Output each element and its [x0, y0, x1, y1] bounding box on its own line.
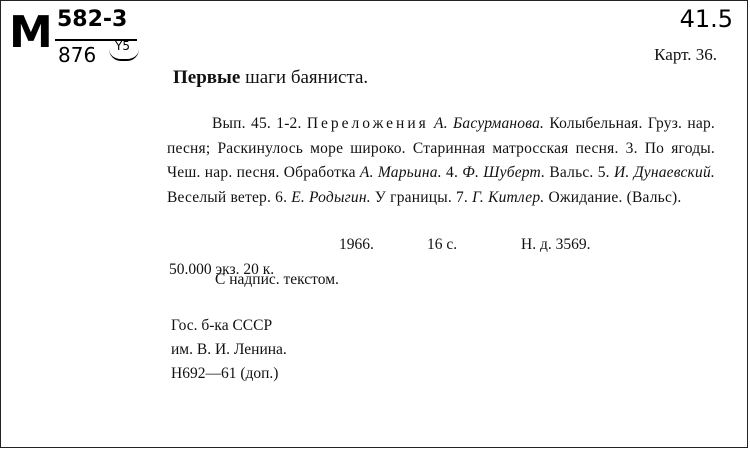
imprint-pages: 16 с. — [427, 236, 458, 253]
imprint-copies: 50.000 экз. 20 к. — [169, 260, 275, 278]
entry-part: У границы. 7. — [370, 188, 473, 206]
entry-part: 4. — [441, 164, 463, 181]
book-title — [173, 67, 368, 89]
bibliographic-entry — [167, 112, 715, 210]
entry-author: Ф. Шуберт. — [462, 164, 546, 181]
entry-part: Веселый ветер. 6. — [167, 188, 292, 206]
entry-author: Е. Родыгин. — [291, 188, 371, 206]
title-bold-word: Первые — [173, 67, 241, 88]
location-line: им. В. И. Ленина. — [171, 341, 287, 358]
title-rest: шаги баяниста. — [240, 67, 369, 88]
imprint-number: Н. д. 3569. — [521, 236, 591, 253]
entry-spaced-word: Переложения — [306, 115, 429, 132]
entry-author: А. Марьина. — [359, 164, 442, 181]
note: С надпис. текстом. — [215, 271, 339, 288]
handwritten-corner-number: 41.5 — [679, 5, 733, 33]
handwritten-m-mark: М — [9, 7, 51, 58]
handwritten-underline-mark — [109, 49, 139, 61]
imprint-year: 1966. — [339, 236, 374, 253]
entry-part: Ожидание. (Вальс). — [544, 188, 682, 206]
entry-part: Колыбельная. Груз. нар. песня; Раскинулось море широко. Старинная матросская песня. 3. По ягоды. Чеш. нар. песня. Обработка — [167, 115, 716, 181]
entry-part: Вып. 45. 1-2. — [212, 115, 307, 132]
handwritten-classmark-top: 582-3 — [57, 7, 128, 32]
handwritten-classmark-bottom: 876 — [58, 43, 97, 67]
entry-part: Вальс. 5. — [545, 164, 614, 181]
entry-author: И. Дунаевский. — [614, 164, 715, 181]
location-line: Н692—61 (доп.) — [171, 365, 279, 382]
entry-author: А. Басурманова. — [434, 115, 545, 132]
entry-author: Г. Китлер. — [472, 188, 545, 206]
location-line: Гос. б-ка СССР — [171, 317, 273, 334]
handwritten-classmark-sub: Y5 — [115, 39, 130, 53]
card-number: Карт. 36. — [654, 45, 717, 64]
